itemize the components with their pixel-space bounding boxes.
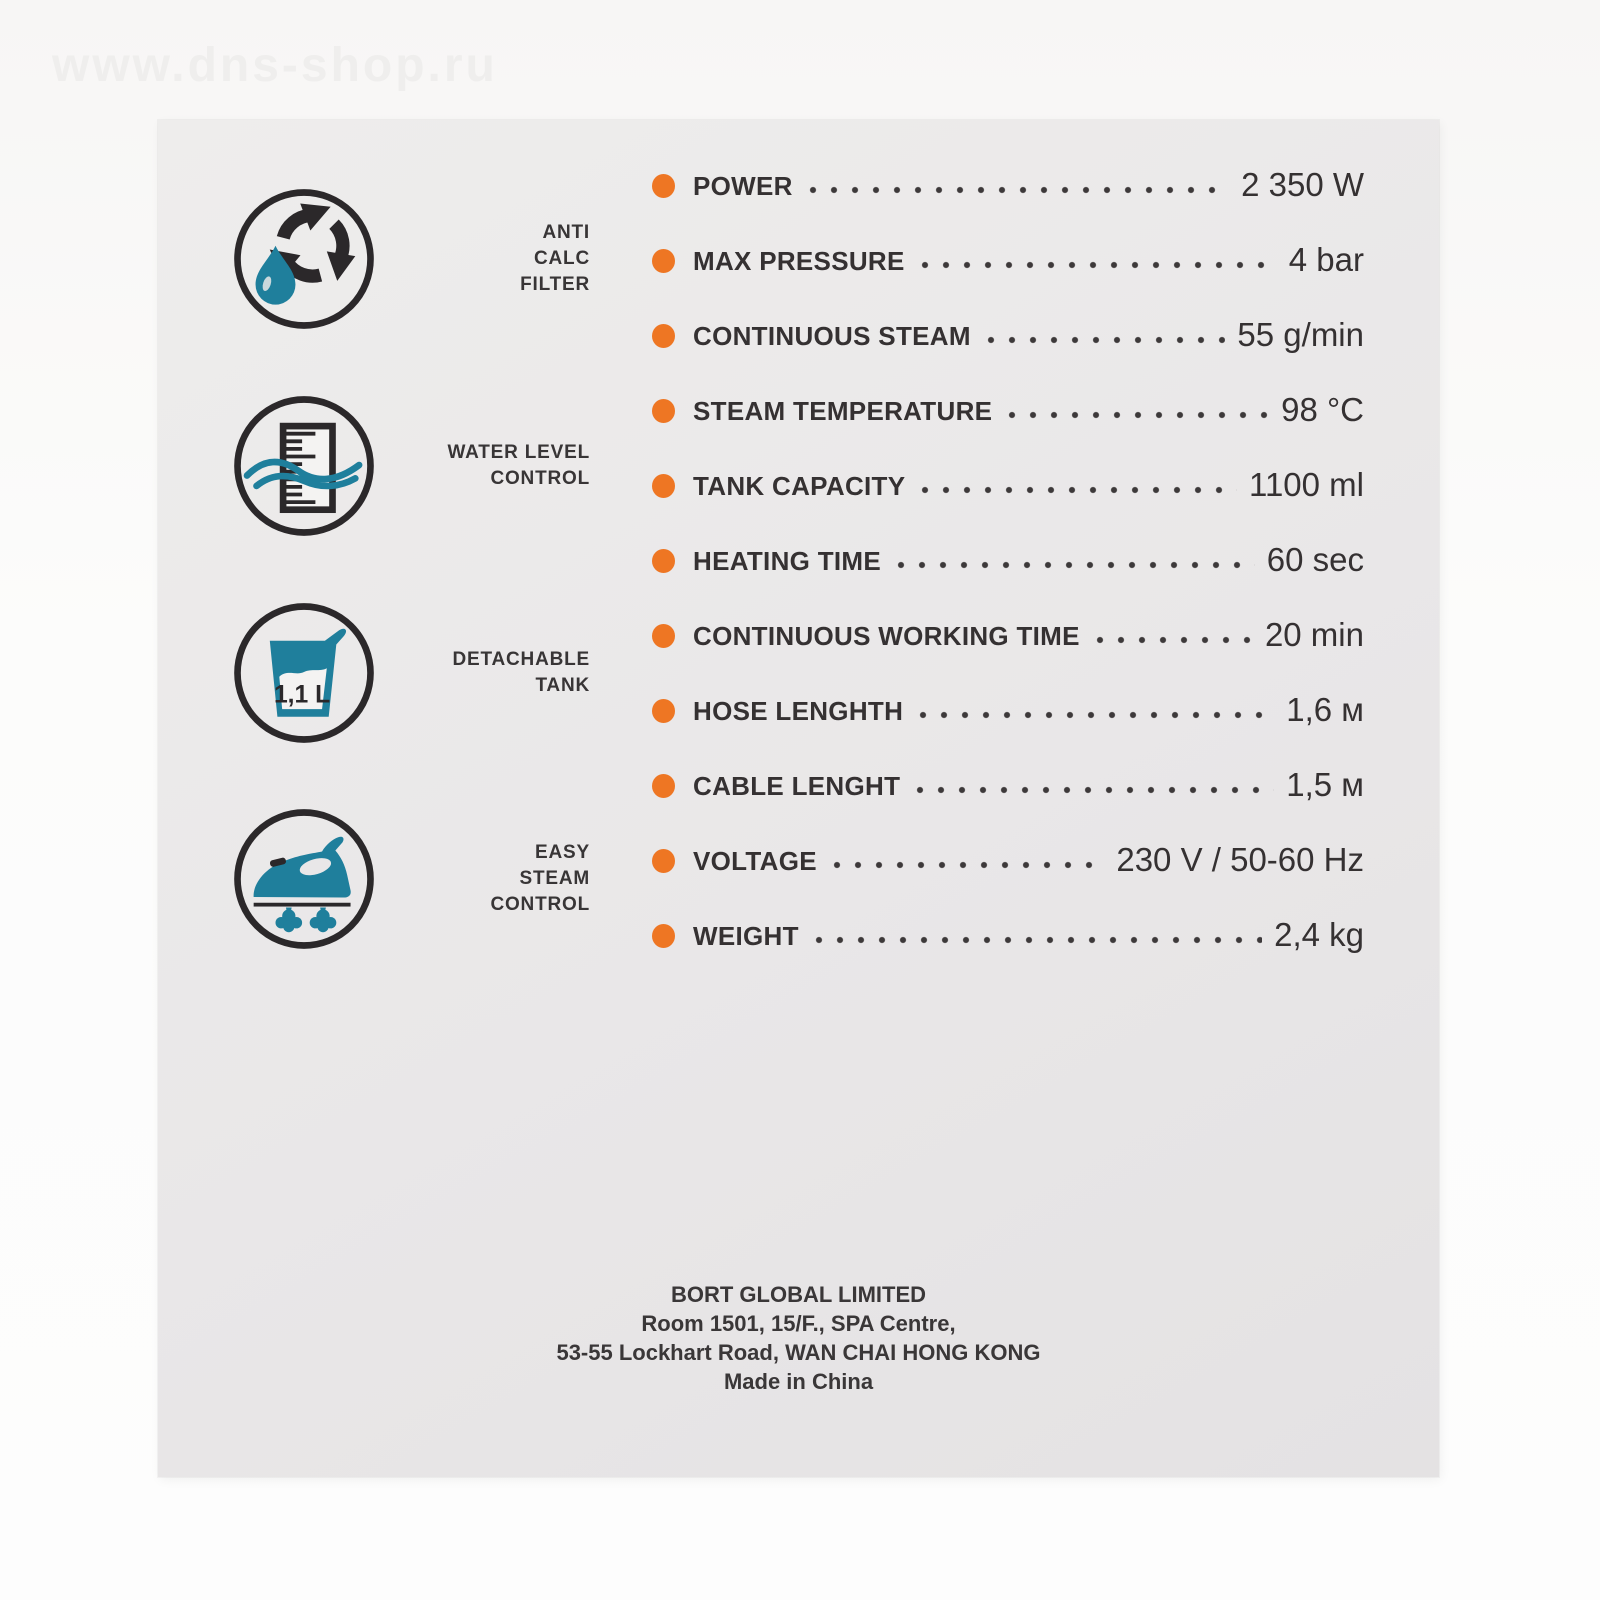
spec-value: 2,4 kg [1274, 916, 1364, 953]
bullet-icon [652, 399, 675, 423]
dot-leader [815, 936, 1262, 944]
soleplate-line [254, 903, 351, 907]
watermark: www.dns-shop.ru [52, 39, 498, 92]
spec-row-continuous-steam [652, 316, 1364, 354]
feature-label-line: EASY [535, 842, 590, 863]
spec-row-heating-time [652, 541, 1364, 579]
feature-label [404, 840, 590, 918]
spec-row-power [652, 166, 1364, 204]
dot-leader [809, 186, 1229, 194]
dot-leader [897, 561, 1255, 569]
spec-value: 4 bar [1288, 241, 1364, 278]
spec-row-voltage [652, 841, 1364, 879]
spec-label: WEIGHT [693, 921, 799, 951]
feature-detachable-tank [228, 597, 590, 749]
dot-leader [1096, 636, 1253, 644]
spec-value: 2 350 W [1241, 166, 1364, 203]
spec-label: HOSE LENGHTH [693, 696, 904, 726]
spec-row-steam-temperature [652, 391, 1364, 429]
spec-value: 230 V / 50-60 Hz [1116, 841, 1364, 878]
feature-label-line: CALC [534, 248, 590, 269]
feature-water-level-control [228, 390, 590, 542]
spec-label: CONTINUOUS STEAM [693, 321, 971, 351]
bullet-icon [652, 474, 675, 498]
spec-value: 60 sec [1266, 541, 1364, 578]
water-level-control-icon [228, 390, 380, 542]
bullet-icon [652, 849, 675, 873]
bullet-icon [652, 324, 675, 348]
easy-steam-control-icon [228, 803, 380, 955]
feature-anti-calc-filter [228, 183, 590, 335]
spec-list [652, 166, 1364, 991]
spec-label: POWER [693, 171, 793, 201]
bullet-icon [652, 249, 675, 273]
spec-value: 20 min [1264, 616, 1364, 653]
spec-value: 98 °C [1281, 391, 1364, 428]
spec-label: CABLE LENGHT [693, 771, 901, 801]
spec-row-hose-length [652, 691, 1364, 729]
spec-row-weight [652, 916, 1364, 954]
feature-label-line: WATER LEVEL [447, 442, 590, 463]
tank-capacity-label: 1,1 L [273, 681, 331, 709]
feature-label [404, 647, 590, 699]
feature-label-line: CONTROL [490, 894, 590, 915]
feature-easy-steam-control [228, 803, 590, 955]
dot-leader [1008, 411, 1269, 419]
spec-value: 1100 ml [1249, 466, 1364, 503]
dot-leader [833, 861, 1104, 869]
made-in-label: Made in China [723, 1369, 874, 1394]
spec-label: CONTINUOUS WORKING TIME [693, 621, 1080, 651]
dot-leader [921, 261, 1277, 269]
spec-row-tank-capacity [652, 466, 1364, 504]
spec-row-continuous-working-time [652, 616, 1364, 654]
spec-panel [158, 120, 1439, 1477]
detachable-tank-icon [228, 597, 380, 749]
steam-puff-icon [276, 908, 337, 933]
bullet-icon [652, 174, 675, 198]
bullet-icon [652, 699, 675, 723]
spec-label: MAX PRESSURE [693, 246, 905, 276]
feature-label-line: ANTI [542, 222, 590, 243]
dot-leader [919, 711, 1274, 719]
spec-label: HEATING TIME [693, 546, 881, 576]
bullet-icon [652, 549, 675, 573]
spec-label: STEAM TEMPERATURE [693, 396, 993, 426]
manufacturer-name: BORT GLOBAL LIMITED [670, 1282, 927, 1307]
dot-leader [921, 486, 1237, 494]
manufacturer-address-line: 53-55 Lockhart Road, WAN CHAI HONG KONG [556, 1340, 1041, 1365]
feature-label [404, 220, 590, 298]
spec-row-cable-length [652, 766, 1364, 804]
dot-leader [987, 336, 1226, 344]
feature-label-line: CONTROL [490, 468, 590, 489]
bullet-icon [652, 774, 675, 798]
feature-label-line: FILTER [520, 274, 590, 295]
anti-calc-filter-icon [228, 183, 380, 335]
spec-value: 55 g/min [1237, 316, 1364, 353]
feature-label-line: DETACHABLE [452, 649, 590, 670]
spec-row-max-pressure [652, 241, 1364, 279]
spec-value: 1,6 м [1286, 691, 1364, 728]
manufacturer-address-line: Room 1501, 15/F., SPA Centre, [641, 1311, 956, 1336]
feature-label-line: STEAM [519, 868, 590, 889]
feature-label [404, 440, 590, 492]
spec-value: 1,5 м [1286, 766, 1364, 803]
spec-label: TANK CAPACITY [693, 471, 906, 501]
feature-label-line: TANK [535, 675, 590, 696]
manufacturer-info [158, 1280, 1439, 1396]
bullet-icon [652, 624, 675, 648]
bullet-icon [652, 924, 675, 948]
spec-label: VOLTAGE [693, 846, 817, 876]
dot-leader [916, 786, 1274, 794]
